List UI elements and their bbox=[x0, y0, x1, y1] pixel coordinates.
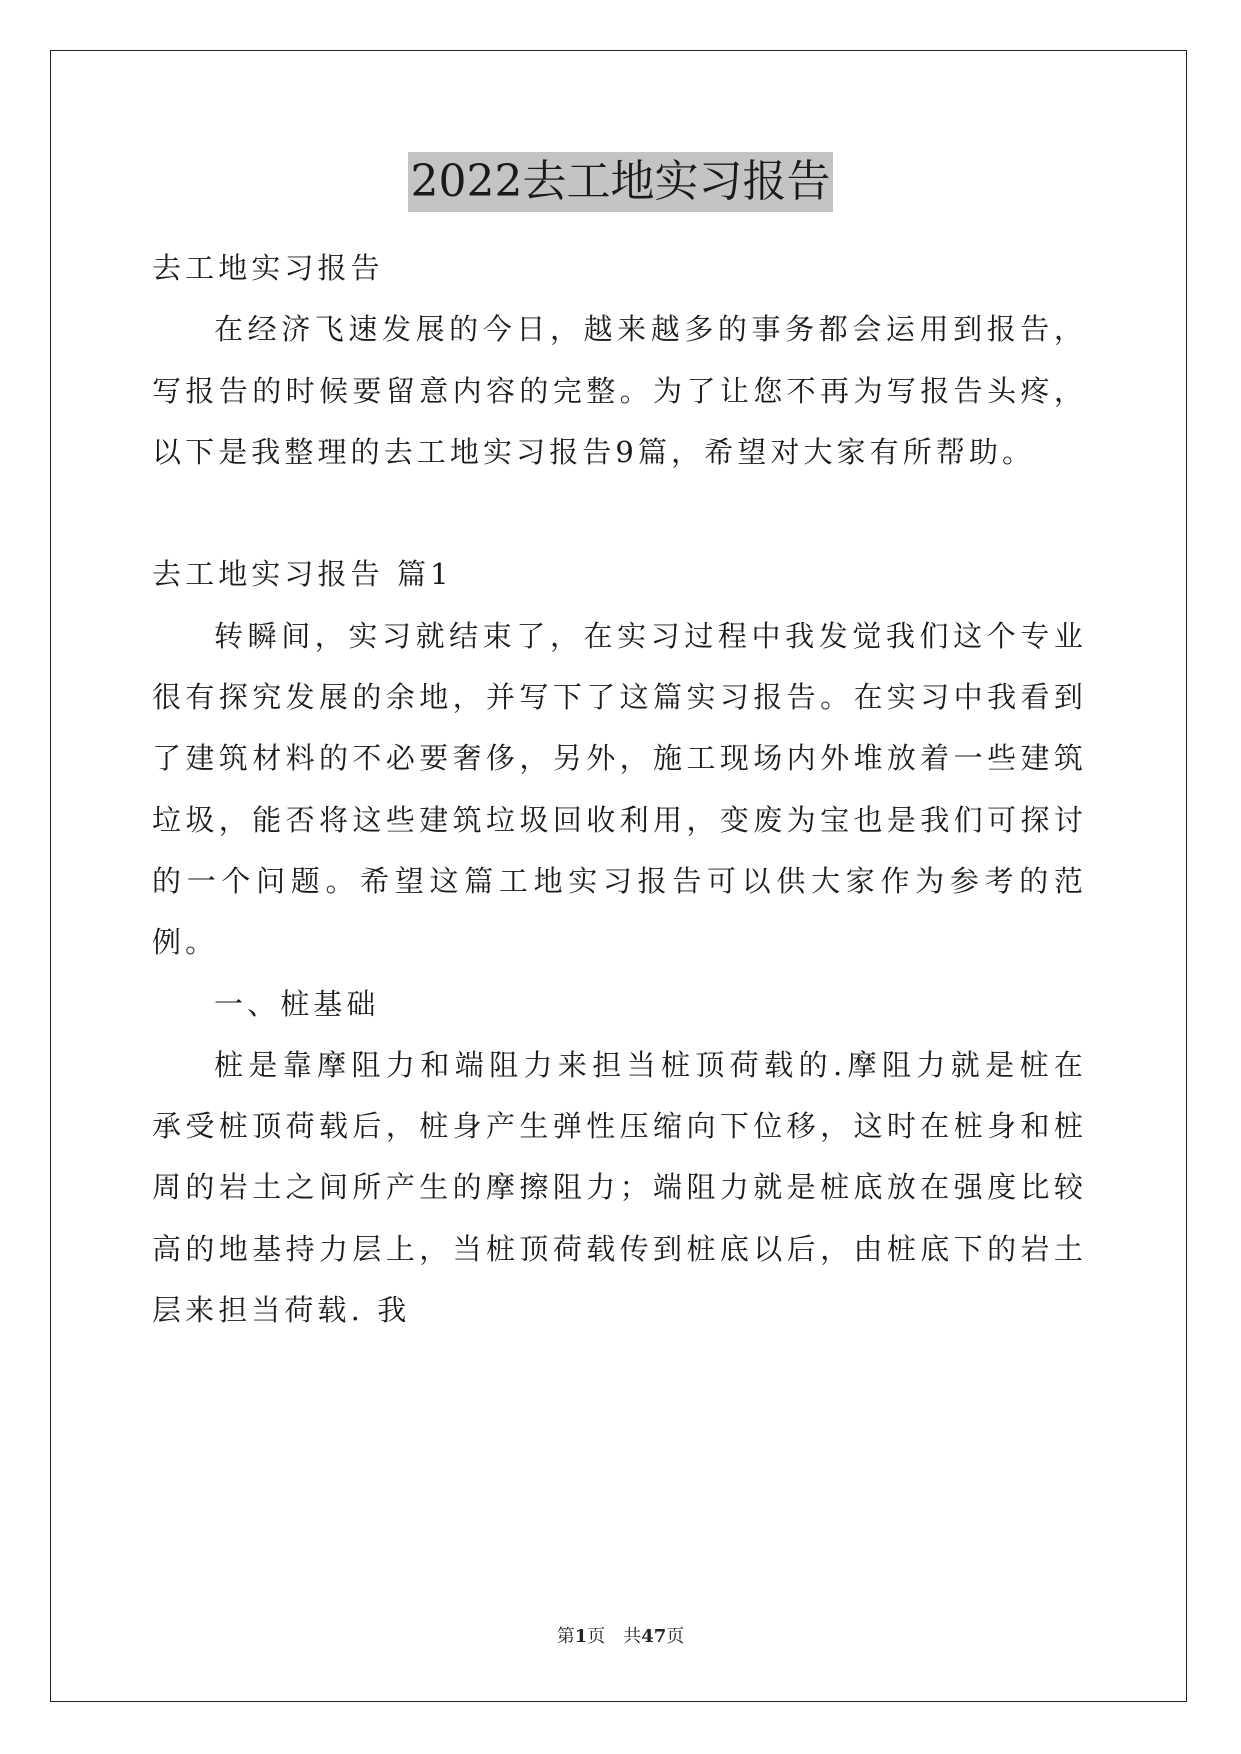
footer-middle: 页 共 bbox=[587, 1626, 642, 1647]
body-paragraph-2: 桩是靠摩阻力和端阻力来担当桩顶荷载的.摩阻力就是桩在承受桩顶荷载后，桩身产生弹性压缩向下位移，这时在桩身和桩周的岩土之间所产生的摩擦阻力；端阻力就是桩底放在强度比较高的地基持力层上，当桩顶荷载传到桩底以后，由桩底下的岩土层来担当荷载. 我 bbox=[152, 1047, 1087, 1328]
document-title: 2022去工地实习报告 bbox=[408, 152, 834, 212]
total-page-number: 47 bbox=[641, 1626, 667, 1647]
footer-suffix: 页 bbox=[666, 1626, 685, 1647]
current-page-number: 1 bbox=[574, 1626, 588, 1647]
section-heading: 去工地实习报告 篇1 bbox=[152, 557, 453, 592]
footer-prefix: 第 bbox=[556, 1626, 575, 1647]
document-body bbox=[152, 238, 1087, 1341]
body-paragraph-1: 转瞬间，实习就结束了，在实习过程中我发觉我们这个专业很有探究发展的余地，并写下了这篇实习报告。在实习中我看到了建筑材料的不必要奢侈，另外，施工现场内外堆放着一些建筑垃圾，能否将这些建筑垃圾回收利用，变废为宝也是我们可探讨的一个问题。希望这篇工地实习报告可以供大家作为参考的范例。 bbox=[152, 618, 1087, 960]
subtitle: 去工地实习报告 bbox=[152, 251, 384, 285]
page-footer bbox=[0, 1622, 1241, 1648]
intro-paragraph: 在经济飞速发展的今日，越来越多的事务都会运用到报告，写报告的时候要留意内容的完整。为了让您不再为写报告头疼，以下是我整理的去工地实习报告9篇，希望对大家有所帮助。 bbox=[152, 312, 1087, 469]
title-wrapper bbox=[0, 152, 1241, 212]
blank-line bbox=[152, 483, 1087, 544]
subheading-pile-foundation: 一、桩基础 bbox=[214, 986, 380, 1021]
